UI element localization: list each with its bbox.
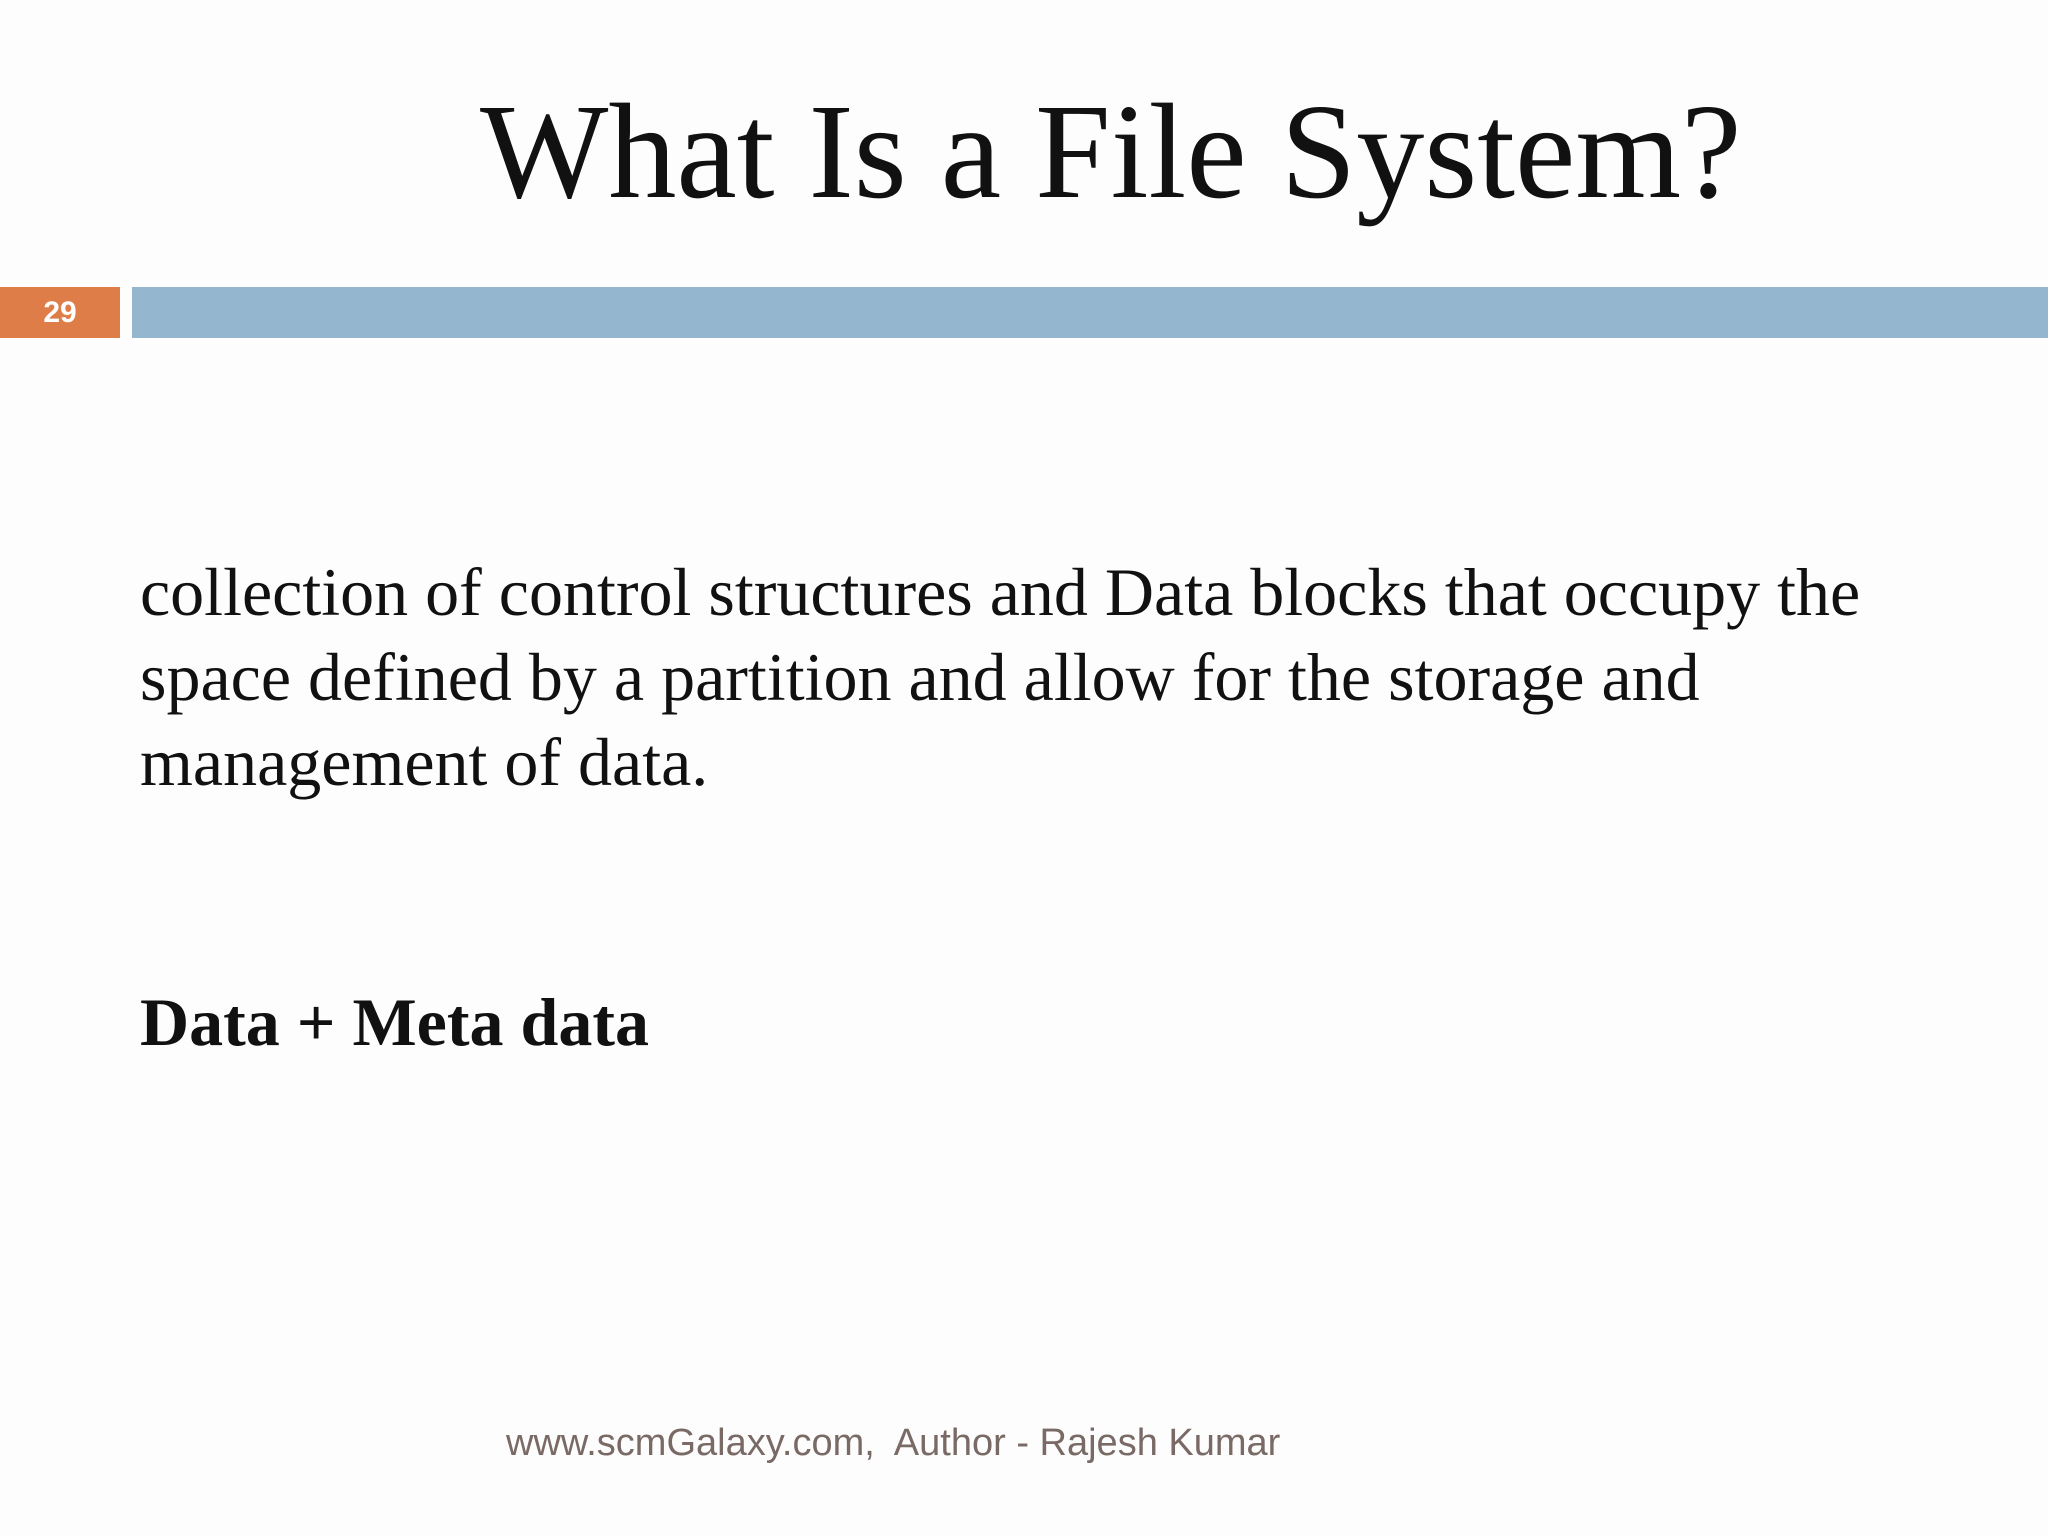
data-meta-data-text: Data + Meta data — [140, 984, 649, 1060]
slide-number-badge: 29 — [0, 287, 120, 338]
definition-text: collection of control structures and Data blocks that occupy the space defined by a partition and allow for the storage and management of data. — [140, 554, 1861, 800]
footer-credit: www.scmGalaxy.com, Author - Rajesh Kumar — [506, 1422, 1281, 1464]
title-divider-bar — [132, 287, 2048, 338]
slide-title: What Is a File System? — [480, 77, 1742, 227]
